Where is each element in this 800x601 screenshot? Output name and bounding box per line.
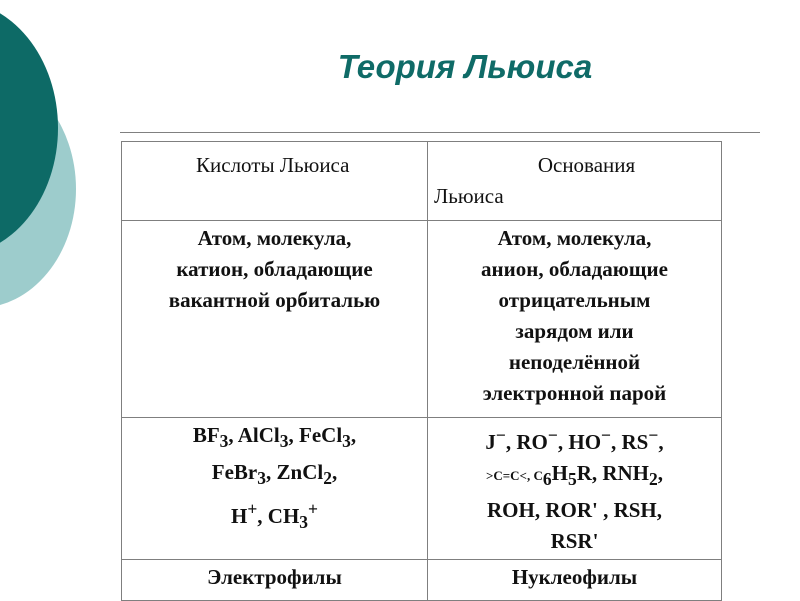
formula-subscript: 3 [342, 431, 351, 452]
definition-bases-line: Атом, молекула, [497, 226, 652, 250]
definition-bases-line: отрицательным [498, 288, 651, 312]
formula-text: , CH [257, 504, 300, 529]
definition-acids-line: Атом, молекула, [197, 226, 352, 250]
formula-text: BF [192, 423, 220, 447]
title-divider [120, 132, 760, 133]
examples-acids [122, 418, 428, 560]
formula-text: , AlCl [228, 423, 280, 447]
table-header-row [122, 142, 722, 221]
formula-text: , FeCl [288, 423, 343, 447]
examples-acids-line2 [128, 457, 421, 494]
examples-bases-line3: ROH, ROR' , RSH, [486, 498, 662, 523]
table-row-examples [122, 418, 722, 560]
formula-text: , [350, 423, 357, 447]
definition-acids-line: катион, обладающие [176, 257, 373, 281]
slide-title: Теория Льюиса [337, 48, 593, 85]
formula-superscript: − [495, 425, 506, 445]
lewis-theory-table [121, 141, 722, 601]
examples-bases-line2 [434, 458, 715, 495]
formula-superscript: − [547, 425, 558, 445]
header-bases-line1: Основания [537, 153, 636, 177]
formula-text: FeBr [211, 460, 258, 485]
formula-text: , RS [611, 430, 649, 454]
formula-subscript: 3 [279, 431, 289, 452]
formula-subscript: 6 [542, 469, 552, 490]
formula-text: , HO [557, 430, 602, 454]
formula-text: R, RNH [576, 461, 650, 485]
formula-text: J [485, 430, 496, 454]
header-bases-line2: Льюиса [434, 184, 504, 208]
formula-subscript: 5 [567, 469, 577, 490]
formula-subscript: 2 [649, 469, 658, 490]
footer-acids: Электрофилы [122, 560, 428, 601]
examples-bases-line4: RSR' [550, 529, 599, 554]
formula-subscript: 3 [257, 468, 267, 489]
examples-bases-line1 [434, 420, 715, 458]
formula-superscript: − [648, 425, 659, 445]
formula-superscript: + [247, 499, 258, 520]
formula-text: , [331, 460, 338, 485]
definition-bases-line: электронной парой [482, 381, 667, 405]
table-row-footer [122, 560, 722, 601]
formula-text: , ZnCl [266, 460, 324, 485]
formula-subscript: 3 [299, 512, 309, 533]
examples-acids-line3 [128, 494, 421, 538]
formula-text: , RO [505, 430, 548, 454]
header-acids: Кислоты Льюиса [122, 142, 428, 221]
formula-superscript: + [308, 499, 319, 520]
examples-bases [428, 418, 722, 560]
formula-text: , [658, 430, 664, 454]
definition-bases-line: зарядом или [515, 319, 634, 343]
formula-subscript: 2 [323, 468, 332, 489]
formula-text: H [551, 461, 568, 485]
header-bases [428, 142, 722, 221]
formula-small-text: >C=C<, C [485, 468, 543, 483]
definition-bases-line: неподелённой [508, 350, 641, 374]
definition-acids-line: вакантной орбиталью [168, 288, 381, 312]
formula-subscript: 3 [219, 431, 229, 452]
table-row-definition [122, 221, 722, 418]
formula-text: , [657, 461, 664, 485]
definition-acids [122, 221, 428, 418]
formula-text: H [230, 504, 248, 529]
footer-bases: Нуклеофилы [428, 560, 722, 601]
definition-bases-line: анион, обладающие [481, 257, 668, 281]
formula-superscript: − [601, 425, 612, 445]
definition-bases [428, 221, 722, 418]
examples-acids-line1 [128, 420, 421, 457]
